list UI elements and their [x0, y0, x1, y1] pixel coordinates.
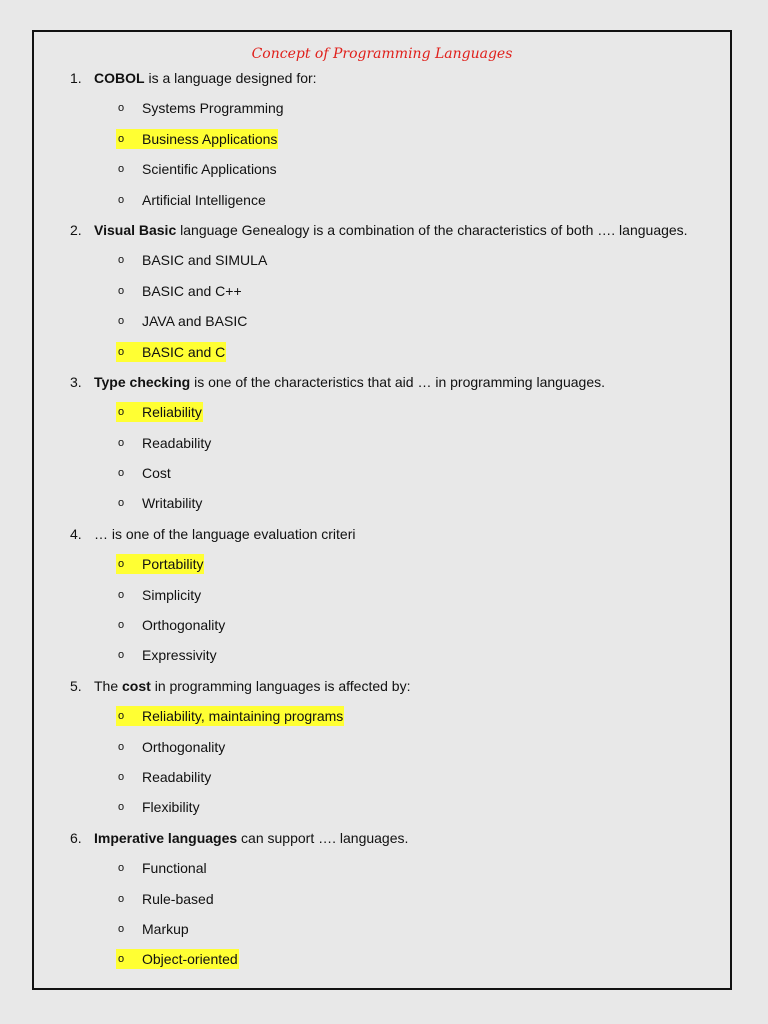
- document-page: [32, 30, 732, 990]
- answer-option: [34, 159, 730, 189]
- answer-option-label: JAVA and BASIC: [142, 313, 248, 330]
- answer-option-label: Expressivity: [142, 647, 217, 664]
- bullet-icon: o: [118, 467, 125, 480]
- answer-option-content: [116, 98, 285, 118]
- answer-option-content: [116, 129, 278, 149]
- answer-option-label: Business Applications: [142, 130, 278, 147]
- answer-option-label: Reliability, maintaining programs: [142, 708, 344, 725]
- answer-option-label: Simplicity: [142, 586, 202, 603]
- question-keyword: Imperative languages: [94, 829, 238, 846]
- question-line: [34, 372, 730, 402]
- document-title: Concept of Programming Languages: [251, 46, 513, 62]
- answer-option-correct: [34, 554, 730, 584]
- question-item: [34, 220, 730, 372]
- answer-option-content: [116, 858, 208, 878]
- answer-option-label: Flexibility: [142, 799, 200, 816]
- bullet-icon: o: [118, 922, 125, 935]
- bullet-icon: o: [118, 892, 125, 905]
- answer-option-content: [116, 554, 204, 574]
- answer-option-label: Scientific Applications: [142, 161, 277, 178]
- question-line: [34, 68, 730, 98]
- question-text-post: in programming languages is affected by:: [150, 677, 411, 694]
- answer-option-correct: [34, 129, 730, 159]
- question-number: 5.: [70, 677, 82, 694]
- question-text: [94, 524, 356, 544]
- answer-option: [34, 493, 730, 523]
- answer-option-content: [116, 159, 278, 179]
- question-item: [34, 372, 730, 524]
- answer-option-label: Orthogonality: [142, 617, 226, 634]
- question-text: [94, 828, 408, 848]
- answer-option: [34, 889, 730, 919]
- answer-option-label: BASIC and C++: [142, 282, 242, 299]
- bullet-icon: o: [118, 770, 125, 783]
- answer-option: [34, 615, 730, 645]
- question-number: 6.: [70, 829, 82, 846]
- question-text-post: is one of the characteristics that aid … in programming languages.: [190, 373, 605, 390]
- answer-option-correct: [34, 402, 730, 432]
- bullet-icon: o: [118, 436, 125, 449]
- answer-option: [34, 433, 730, 463]
- bullet-icon: o: [118, 132, 125, 145]
- answer-option: [34, 919, 730, 949]
- answer-option-label: Orthogonality: [142, 738, 226, 755]
- answer-option-label: Systems Programming: [142, 100, 284, 117]
- bullet-icon: o: [118, 588, 125, 601]
- bullet-icon: o: [118, 953, 125, 966]
- answer-option-correct: [34, 706, 730, 736]
- question-text-post: is a language designed for:: [144, 70, 317, 86]
- question-number: 2.: [70, 221, 82, 238]
- answer-option: [34, 250, 730, 280]
- question-keyword: Type checking: [94, 373, 191, 390]
- answer-option-content: [116, 463, 172, 483]
- answer-option-label: Readability: [142, 768, 212, 785]
- bullet-icon: o: [118, 710, 125, 723]
- answer-option-content: [116, 889, 215, 909]
- question-text-post: can support …. languages.: [237, 829, 409, 846]
- bullet-icon: o: [118, 193, 125, 206]
- question-item: [34, 676, 730, 828]
- bullet-icon: o: [118, 345, 125, 358]
- question-item: [34, 524, 730, 676]
- question-text-pre: … is one of the language evaluation criteri: [94, 525, 356, 542]
- answer-option-correct: [34, 342, 730, 372]
- answer-option-correct: [34, 949, 730, 979]
- answer-option-label: Markup: [142, 920, 189, 937]
- question-keyword: Visual Basic: [94, 221, 177, 238]
- question-line: [34, 220, 730, 250]
- answer-option-content: [116, 433, 212, 453]
- answer-option-content: [116, 767, 212, 787]
- answer-option: [34, 645, 730, 675]
- question-number: 1.: [70, 70, 82, 86]
- answer-option-label: Readability: [142, 434, 212, 451]
- answer-option-content: [116, 797, 201, 817]
- question-text: [94, 68, 317, 88]
- answer-option-content: [116, 493, 203, 513]
- bullet-icon: o: [118, 862, 125, 875]
- bullet-icon: o: [118, 163, 125, 176]
- answer-option: [34, 311, 730, 341]
- question-text-post: language Genealogy is a combination of the characteristics of both …. languages.: [176, 221, 688, 238]
- question-line: [34, 676, 730, 706]
- answer-option-label: BASIC and SIMULA: [142, 252, 268, 269]
- bullet-icon: o: [118, 254, 125, 267]
- answer-option-content: [116, 949, 239, 969]
- answer-option-label: Portability: [142, 556, 204, 573]
- answer-option: [34, 190, 730, 220]
- answer-option-label: BASIC and C: [142, 343, 226, 360]
- bullet-icon: o: [118, 406, 125, 419]
- answer-option-content: [116, 190, 267, 210]
- bullet-icon: o: [118, 497, 125, 510]
- answer-option-content: [116, 311, 248, 331]
- answer-option: [34, 463, 730, 493]
- question-number: 3.: [70, 373, 82, 390]
- question-keyword: COBOL: [94, 70, 145, 86]
- answer-option-content: [116, 919, 190, 939]
- question-text-pre: The: [94, 677, 123, 694]
- answer-option: [34, 737, 730, 767]
- question-line: [34, 828, 730, 858]
- bullet-icon: o: [118, 558, 125, 571]
- question-keyword: cost: [122, 677, 151, 694]
- answer-option-label: Artificial Intelligence: [142, 191, 266, 208]
- answer-option-content: [116, 585, 202, 605]
- answer-option-content: [116, 737, 226, 757]
- answer-option: [34, 858, 730, 888]
- answer-option-label: Reliability: [142, 404, 202, 421]
- question-line: [34, 524, 730, 554]
- answer-option-label: Rule-based: [142, 890, 214, 907]
- bullet-icon: o: [118, 740, 125, 753]
- question-item: [34, 828, 730, 980]
- bullet-icon: o: [118, 649, 125, 662]
- answer-option: [34, 797, 730, 827]
- answer-option-content: [116, 615, 226, 635]
- bullet-icon: o: [118, 619, 125, 632]
- answer-option-content: [116, 645, 218, 665]
- answer-option-content: [116, 402, 203, 422]
- answer-option-content: [116, 281, 243, 301]
- bullet-icon: o: [118, 315, 125, 328]
- bullet-icon: o: [118, 102, 125, 115]
- answer-option: [34, 98, 730, 128]
- question-text: [94, 676, 410, 696]
- answer-option: [34, 767, 730, 797]
- answer-option-content: [116, 342, 226, 362]
- answer-option: [34, 281, 730, 311]
- answer-option-label: Cost: [142, 465, 171, 482]
- question-text: [94, 372, 605, 392]
- bullet-icon: o: [118, 284, 125, 297]
- question-text: [94, 220, 688, 240]
- answer-option-label: Object-oriented: [142, 951, 238, 968]
- answer-option-content: [116, 706, 344, 726]
- question-number: 4.: [70, 525, 82, 542]
- question-list: [34, 68, 730, 980]
- bullet-icon: o: [118, 801, 125, 814]
- answer-option: [34, 585, 730, 615]
- answer-option-label: Writability: [142, 495, 203, 512]
- question-item: [34, 68, 730, 220]
- answer-option-label: Functional: [142, 860, 207, 877]
- answer-option-content: [116, 250, 268, 270]
